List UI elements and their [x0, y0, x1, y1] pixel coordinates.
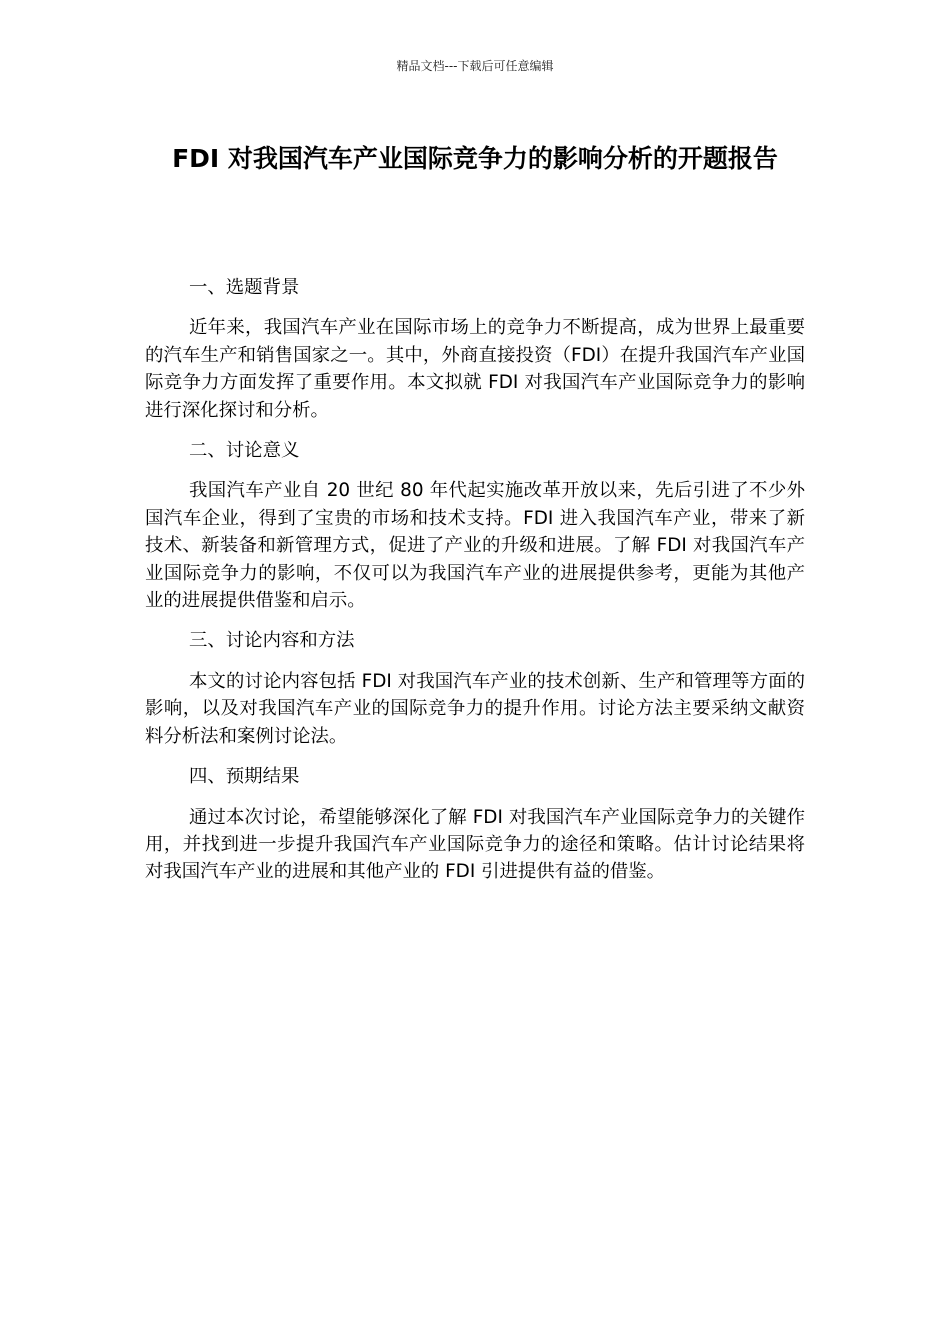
section-background — [145, 274, 805, 424]
section-significance — [145, 437, 805, 614]
section-heading: 三、讨论内容和方法 — [189, 630, 355, 652]
section-heading: 一、选题背景 — [189, 277, 300, 298]
section-expected-results — [145, 763, 805, 886]
section-paragraph: 我国汽车产业自 20 世纪 80 年代起实施改革开放以来，先后引进了不少外国汽车企业，得到了宝贵的市场和技术支持。FDI 进入我国汽车产业，带来了新技术、新装备和新管理方式，促进了产业的升级和进展。了解 FDI 对我国汽车产业国际竞争力的影响，不仅可以为我国汽车产业的进展提供参考，更能为其他产业的进展提供借鉴和启示。 — [145, 480, 805, 612]
section-heading: 二、讨论意义 — [189, 440, 300, 462]
header-note: 精品文档---下载后可任意编辑 — [396, 59, 554, 73]
section-paragraph: 近年来，我国汽车产业在国际市场上的竞争力不断提高，成为世界上最重要的汽车生产和销售国家之一。其中，外商直接投资（FDI）在提升我国汽车产业国际竞争力方面发挥了重要作用。本文拟就 FDI 对我国汽车产业国际竞争力的影响进行深化探讨和分析。 — [145, 317, 805, 421]
section-heading: 四、预期结果 — [189, 766, 300, 788]
document-body — [145, 274, 805, 899]
section-paragraph: 通过本次讨论，希望能够深化了解 FDI 对我国汽车产业国际竞争力的关键作用，并找到进一步提升我国汽车产业国际竞争力的途径和策略。估计讨论结果将对我国汽车产业的进展和其他产业的 FDI 引进提供有益的借鉴。 — [145, 806, 805, 883]
section-content-methods — [145, 627, 805, 750]
document-title: FDI 对我国汽车产业国际竞争力的影响分析的开题报告 — [172, 144, 778, 173]
section-paragraph: 本文的讨论内容包括 FDI 对我国汽车产业的技术创新、生产和管理等方面的影响，以及对我国汽车产业的国际竞争力的提升作用。讨论方法主要采纳文献资料分析法和案例讨论法。 — [145, 670, 805, 747]
